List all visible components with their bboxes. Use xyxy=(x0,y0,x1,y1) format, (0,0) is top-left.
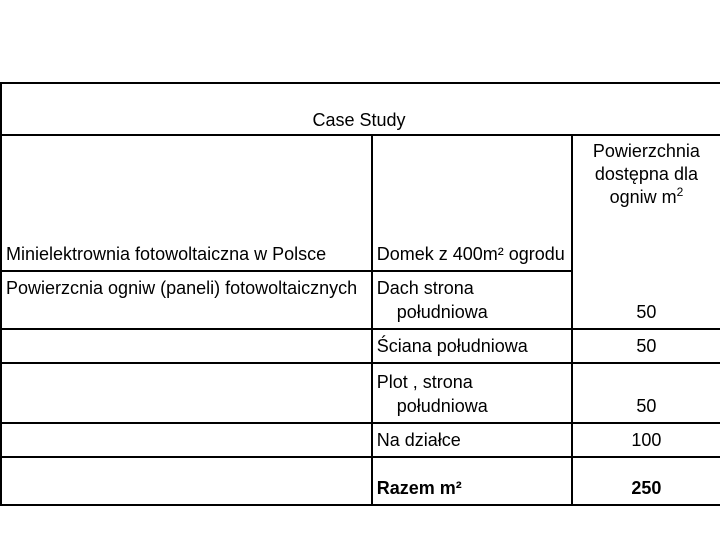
header-area-superscript: 2 xyxy=(676,185,684,199)
row-area-cell: 50 xyxy=(572,271,720,329)
row-label-cell xyxy=(1,457,372,505)
row-area-cell: 50 xyxy=(572,363,720,423)
row-label-cell xyxy=(1,363,372,423)
row-label-cell: Powierzcnia ogniw (paneli) fotowoltaicznych xyxy=(1,271,372,329)
row-label-cell xyxy=(1,423,372,457)
table-title: Case Study xyxy=(312,110,406,130)
row-location-cell: Dach strona południowa xyxy=(372,271,572,329)
table-row xyxy=(1,423,720,457)
table-row xyxy=(1,363,720,423)
row-area-cell: 50 xyxy=(572,329,720,363)
total-area-cell: 250 xyxy=(572,457,720,505)
table-row xyxy=(1,329,720,363)
title-row xyxy=(1,83,720,135)
header-cell-house: Domek z 400m² ogrodu xyxy=(372,135,572,271)
header-area-label: Powierzchnia dostępna dla ogniw m xyxy=(592,141,700,207)
title-cell xyxy=(1,83,720,135)
row-location-cell: Na działce xyxy=(372,423,572,457)
table-row xyxy=(1,271,720,329)
total-label-cell: Razem m² xyxy=(372,457,572,505)
row-label-cell xyxy=(1,329,372,363)
table-row xyxy=(1,457,720,505)
header-cell-area xyxy=(572,135,720,271)
header-row xyxy=(1,135,720,271)
row-location-cell: Ściana południowa xyxy=(372,329,572,363)
row-location-cell: Plot , strona południowa xyxy=(372,363,572,423)
row-area-cell: 100 xyxy=(572,423,720,457)
case-study-table xyxy=(0,82,720,506)
header-cell-system: Minielektrownia fotowoltaiczna w Polsce xyxy=(1,135,372,271)
